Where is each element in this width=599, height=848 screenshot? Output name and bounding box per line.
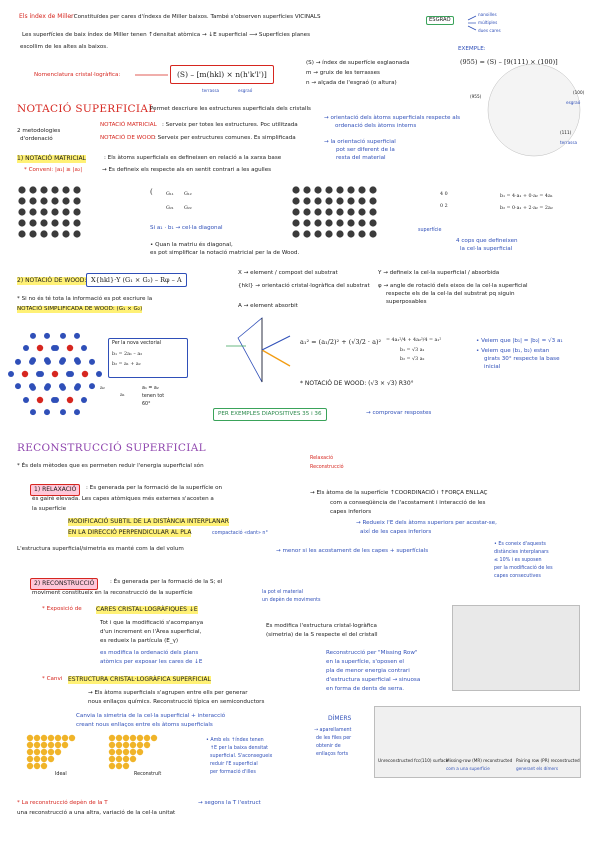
wood-eq-r3: b₂ = √3 a₂ — [400, 357, 425, 362]
relax-note-5: capes consecutives — [494, 574, 541, 579]
relax-desc-1: : Es generada per la formació de la superfície on — [86, 485, 223, 491]
tot-line-4: es modifica la ordenació dels plans — [100, 650, 199, 656]
canvi-label: * Canvi — [42, 676, 63, 682]
orientation-note-1: → la orientació superficial — [324, 139, 396, 145]
step-atom-reconstructed — [144, 735, 150, 741]
els-atoms-2: nous enllaços químics. Reconstrucció típica en semiconductors — [88, 699, 265, 705]
matrix-g11: G₁₁ — [166, 192, 174, 197]
amb-note-3: superficial. S'aconsegueix — [210, 754, 273, 759]
amb-note-5: per formació d'illes — [210, 770, 256, 775]
missing-row-5: en forma de dents de serra. — [326, 686, 405, 692]
wood-eq-r2: b₁ = √3 a₁ — [400, 348, 425, 353]
wood-eq-left: a₁² = (a₁/2)² + (√3/2 · a)² — [300, 338, 382, 346]
photo-left-caption: Unreconstructed fcc(110) surface — [378, 758, 449, 763]
step-atom-ideal — [48, 735, 54, 741]
step-atom-reconstructed — [137, 749, 143, 755]
hex-box-line-1: Per la nova vectorial — [112, 341, 162, 346]
wood-desc: : Serveix per estructures comunes. Es simplificada — [154, 135, 296, 141]
relax-note-3: ≤ 10% i es suposen — [494, 558, 542, 563]
step-atom-reconstructed — [151, 735, 157, 741]
es-modifica-1: Es modifica l'estructura cristal·logràfica — [266, 623, 377, 629]
missing-row-3: pla de menor energia contrari — [326, 668, 410, 674]
step-atom-ideal — [34, 735, 40, 741]
recon-right-1: la pot el material — [262, 590, 304, 595]
wood-a-label: A → element absorbit — [238, 303, 298, 309]
step-atom-ideal — [69, 735, 75, 741]
legend-line-3: n → alçada de l'esgraó (o altura) — [306, 80, 397, 86]
step-atom-ideal — [41, 749, 47, 755]
eq-b2: b₂ = 0·a₁ + 2·a₂ = 2a₂ — [500, 206, 553, 211]
hex-a1: a₁ — [120, 393, 125, 398]
redueix-note-2: així de les capes inferiors — [360, 529, 432, 535]
cops-note-1: 4 cops que defineixen — [456, 238, 518, 244]
relax-desc-2: és gairé elevada. Les capes atòmiques més externes s'acosten a — [32, 496, 214, 502]
step-atom-ideal — [55, 749, 61, 755]
wood-formula: X{hkl}·Y (G₁ × G₂) – Rφ – A — [86, 273, 187, 287]
canvia-1: Canvia la simetria de la cel·la superficial + interacció — [76, 713, 226, 719]
step-atom-reconstructed — [137, 742, 143, 748]
metodologies-label-2: d'ordenació — [20, 136, 53, 142]
quan-diagonal-2: es pot simplificar la notació matricial per la de Wood. — [150, 250, 300, 256]
wood-result: * NOTACIÓ DE WOOD: (√3 × √3) R30° — [300, 380, 414, 387]
hex-note-3: 60° — [142, 402, 151, 407]
wood-eq-r1: = 4a₁²/4 + 4a₂²/4 = a₁² — [386, 338, 442, 343]
missing-row-1: Reconstrucció per "Missing Row" — [326, 650, 418, 656]
step-atom-ideal — [48, 742, 54, 748]
tot-line-2: d'un increment en l'Àrea superficial, — [100, 629, 202, 635]
comprovar-note: → comprovar respostes — [366, 410, 432, 416]
wood-phi-2: respecte els de la cel·la del substrat pq siguin — [386, 291, 515, 297]
redueix-note-1: → Redueix l'E dels àtoms superiors per acostar-se, — [356, 520, 497, 526]
step-atom-reconstructed — [130, 735, 136, 741]
canvia-2: creant nous enllaços entre els àtoms superficials — [76, 722, 213, 728]
amb-note-2: ↑E per la baixa densitat — [210, 746, 269, 751]
relaxacio-title: 1) RELAXACIÓ — [30, 484, 80, 496]
matricial-label: NOTACIÓ MATRICIAL — [100, 122, 157, 128]
step-atom-reconstructed — [109, 749, 115, 755]
menor-note: → menor si les acostament de les capes + superfícials — [276, 548, 429, 554]
nomenclature-formula: (S) – [m(hkl) × n(h'k'l')] — [170, 65, 274, 84]
conveni-desc: → Es defineix els respecte als en sentit contrari a les agulles — [102, 167, 272, 173]
temperature-note-3: una reconstrucció a una altra, variació de la cel·la unitat — [17, 810, 176, 816]
esgrao-arrow-2: múltiples — [478, 20, 498, 25]
step-atom-reconstructed — [109, 742, 115, 748]
exposicio-label: * Exposició de — [42, 606, 82, 612]
recon-right-2: un depèn de moviments — [262, 598, 321, 603]
exemples-box: PER EXEMPLES DIAPOSITIVES 35 i 36 — [213, 408, 327, 421]
step-atom-reconstructed — [130, 749, 136, 755]
photo-right-note: generant els dímers — [516, 766, 559, 771]
example-111-label: (111) — [560, 130, 572, 135]
cares-cristal: CARES CRISTAL·LOGRÀFIQUES ↓E — [96, 606, 198, 613]
ideal-label: Ideal — [55, 772, 67, 777]
wood-title: 2) NOTACIÓ DE WOOD: — [17, 277, 87, 284]
step-atom-reconstructed — [144, 742, 150, 748]
wood-hkl-label: {hkl} → orientació cristal·logràfica del substrat — [238, 283, 370, 289]
example-esgrao-label: esgraó — [566, 100, 581, 105]
wood-phi-3: superposables — [386, 299, 427, 305]
step-atom-ideal — [41, 763, 47, 769]
wood-y-label: Y → defineix la cel·la superficial / absorbida — [378, 270, 500, 276]
matrix-g22: G₂₂ — [184, 206, 192, 211]
vec-note-2: • Veiem que (b₁, b₂) estan — [476, 348, 550, 354]
missing-row-4: d'estructura superficial → sinuosa — [326, 677, 421, 683]
vec-note-1: • Veiem que |b₁| = |b₂| = √3 a₁ — [476, 338, 563, 344]
es-modifica-2: (simetria) de la S respecte el del cristall — [266, 632, 378, 638]
example-formula: (955) = (S) – [9(111) × (100)] — [460, 58, 558, 66]
modificacio-line-1: MODIFICACIÓ SUBTIL DE LA DISTÀNCIA INTERPLANAR — [68, 518, 229, 525]
step-atom-ideal — [41, 756, 47, 762]
cops-note-2: la cel·la superficial — [460, 246, 513, 252]
relax-note-1: • Es coneix d'aquests — [494, 542, 546, 547]
intro-relaxacio: Relaxació — [310, 456, 334, 461]
step-atom-reconstructed — [123, 749, 129, 755]
relax-note-2: distàncies interplanars — [494, 550, 549, 555]
step-atom-ideal — [62, 742, 68, 748]
matricial-desc-text: : Els àtoms superficials es defineixen en relació a la xarxa base — [104, 155, 282, 161]
step-atom-reconstructed — [109, 763, 115, 769]
reconstruccio-subtitle: 2) RECONSTRUCCIÓ — [30, 578, 98, 590]
step-atom-reconstructed — [116, 742, 122, 748]
step-atom-ideal — [27, 735, 33, 741]
step-atom-reconstructed — [116, 756, 122, 762]
step-atom-reconstructed — [130, 756, 136, 762]
quan-diagonal-1: • Quan la matriu és diagonal, — [150, 242, 233, 248]
step-atom-ideal — [27, 763, 33, 769]
step-atom-ideal — [55, 742, 61, 748]
els-atoms-1: → Els àtoms superficials s'agrupen entre ells per generar — [88, 690, 248, 696]
conveni-label: * Conveni: |a₁| ≥ |a₂| — [24, 167, 83, 173]
recon-desc-2: moviment constitueix en la reconstrucció de la superfície — [32, 590, 193, 596]
tot-line-1: Tot i que la modificació s'acompanya — [100, 620, 204, 626]
matrix2-row-2: 0 2 — [440, 204, 448, 209]
step-atom-ideal — [48, 756, 54, 762]
example-955-label: (955) — [470, 94, 482, 99]
relax-note-4: per la modificació de les — [494, 566, 553, 571]
recon-desc-1: : És generada per la formació de la S; el — [110, 579, 223, 585]
matrix-g12: G₁₂ — [184, 192, 192, 197]
metodologies-label-1: 2 metodologies — [17, 128, 61, 134]
step-atom-reconstructed — [109, 735, 115, 741]
tot-line-3: es redueix la partícula (E_γ) — [100, 638, 179, 644]
nomenclature-label: Nomenclatura cristal·logràfica: — [34, 72, 121, 78]
step-atom-reconstructed — [116, 763, 122, 769]
step-atom-reconstructed — [123, 756, 129, 762]
reconstruccio-title: RECONSTRUCCIÓ SUPERFICIAL — [17, 442, 206, 454]
orientation-note-2: pot ser diferent de la — [336, 147, 395, 153]
notacio-title: NOTACIÓ SUPERFICIAL — [17, 103, 156, 115]
photo-right-caption: Pairing row (PR) reconstructed — [516, 758, 580, 763]
step-atom-ideal — [34, 763, 40, 769]
eq-b1: b₁ = 4·a₁ + 0·a₂ = 4a₁ — [500, 194, 553, 199]
matricial-title: 1) NOTACIÓ MATRICIAL — [17, 155, 86, 162]
hex-note-2: tenen tot — [142, 394, 165, 399]
estructura-volum: L'estructura superficial/simetria es manté com la del volum — [17, 546, 184, 552]
wood-x-label: X → element / compost del substrat — [238, 270, 338, 276]
dimers-desc-1: → aparellament — [314, 728, 352, 733]
example-100-label: (100) — [573, 90, 585, 95]
compactacio-note: compactació «dant» n° — [212, 531, 268, 536]
esgrao-label: ESGRAÓ — [426, 16, 454, 25]
hex-box-line-3: b₂ = a₁ + a₂ — [112, 362, 141, 367]
step-atom-ideal — [27, 742, 33, 748]
orientation-note-3: resta del material — [336, 155, 386, 161]
tot-line-5: atòmics per exposar les cares de ↓E — [100, 659, 203, 665]
wood-simplified-2: NOTACIÓ SIMPLIFICADA DE WOOD: (G₁ × G₂) — [17, 306, 143, 312]
wood-phi-1: φ → angle de rotació dels eixos de la cel·la superficial — [378, 283, 528, 289]
step-atom-ideal — [27, 749, 33, 755]
step-atom-reconstructed — [123, 742, 129, 748]
matrix-g21: G₂₁ — [166, 206, 174, 211]
vec-note-3: girats 30° respecte la base — [484, 356, 560, 362]
hex-a2: a₂ — [100, 386, 105, 391]
relax-desc-3: la superfície — [32, 506, 67, 512]
matrix-brace-left: ( — [150, 188, 153, 196]
step-atom-reconstructed — [109, 756, 115, 762]
wood-label: NOTACIÓ DE WOOD — [100, 135, 156, 141]
step-atom-reconstructed — [137, 735, 143, 741]
step-atom-reconstructed — [130, 742, 136, 748]
missing-row-2: en la superfície, s'oposen el — [326, 659, 404, 665]
step-atom-reconstructed — [116, 735, 122, 741]
step-atom-ideal — [41, 742, 47, 748]
wood-simplified-1: * Si no és té tota la informació es pot escriure la — [17, 296, 153, 302]
dimers-desc-2: de les files per — [316, 736, 352, 741]
notacio-arrow-text-1: Permet descriure les estructures superficials dels cristalls — [150, 106, 311, 112]
dimers-desc-3: obtenir de — [316, 744, 341, 749]
superficie-label: superfície — [418, 228, 442, 233]
hex-box-line-2: b₁ = 2a₁ – a₂ — [112, 352, 143, 357]
notacio-arrow-text-3: ordenació dels àtoms interns — [335, 123, 417, 129]
esgrao-arrow-1: nanoilles — [478, 12, 497, 17]
relax-right-3: capes inferiors — [330, 509, 372, 515]
step-atom-ideal — [27, 756, 33, 762]
example-label: EXEMPLE: — [458, 46, 486, 52]
amb-note-1: • Amb els ↑índex tenen — [206, 738, 264, 743]
temperature-note-2: → segons la T l'estruct — [198, 800, 261, 806]
dimers-label: DÍMERS — [328, 715, 352, 722]
vec-note-4: inicial — [484, 364, 501, 370]
step-atom-ideal — [34, 749, 40, 755]
amb-note-4: reduir l'E superficial — [210, 762, 258, 767]
relax-right-2: com a conseqüència de l'acostament i interacció de les — [330, 500, 486, 506]
legend-line-2: m → gruix de les terrasses — [306, 70, 380, 76]
estructura-cristal: ESTRUCTURA CRISTAL·LOGRÀFICA SUPERFICIAL — [68, 676, 211, 683]
notacio-arrow-text-2: → orientació dels àtoms superficials respecte als — [324, 115, 461, 121]
step-atom-ideal — [34, 756, 40, 762]
miller-desc-3: escollim de les altes als baixos. — [20, 44, 108, 50]
intro-reconstruccio: Reconstrucció — [310, 465, 344, 470]
modificacio-line-2: EN LA DIRECCIÓ PERPENDICULAR AL PLA — [68, 529, 192, 536]
reconstruit-label: Reconstruït — [134, 772, 162, 777]
miller-desc-1: : Constituïdes per cares d'índexs de Miller baixos. També s'observen superfícies VICINALS — [70, 14, 321, 20]
step-atom-ideal — [55, 735, 61, 741]
step-atom-ideal — [48, 749, 54, 755]
example-terrassa-label: terrassa — [560, 140, 578, 145]
formula-esgrao: esgraó — [238, 88, 253, 93]
formula-terrassa: terrassa — [202, 88, 220, 93]
photo-mid-caption: Missing-row (MR) reconstructed — [446, 758, 513, 763]
step-atom-reconstructed — [123, 735, 129, 741]
si-cela-diagonal: Si a₁ · b₁ → cel·la diagonal — [150, 225, 223, 231]
step-atom-ideal — [41, 735, 47, 741]
miller-desc-2: Les superfícies de baix índex de Miller tenen ↑densitat atòmica → ↓E superficial ⟶ Superfícies planes — [22, 32, 311, 38]
miller-title: Els índex de Miller — [19, 13, 74, 20]
temperature-note-1: * La reconstrucció depèn de la T — [17, 800, 108, 806]
relax-right-1: → Els àtoms de la superfície ↑COORDINACIÓ i ↑FORÇA ENLLAÇ — [310, 490, 488, 496]
photo-mid-note: com a una superfície — [446, 766, 490, 771]
step-atom-ideal — [34, 742, 40, 748]
dimers-desc-4: enllaços forts — [316, 752, 349, 757]
matrix2-row-1: 4 0 — [440, 192, 448, 197]
step-atom-reconstructed — [123, 763, 129, 769]
hex-note-1: a₁ = a₂ — [142, 386, 159, 391]
esgrao-arrow-3: dues cares — [478, 28, 501, 33]
reconstruccio-intro: * És dels mètodes que es permeten reduir l'energia superficial són — [17, 463, 204, 469]
step-atom-reconstructed — [116, 749, 122, 755]
step-atom-ideal — [62, 735, 68, 741]
matricial-desc: : Serveix per totes les estructures. Poc utilitzada — [162, 122, 298, 128]
legend-line-1: (S) → índex de superfície esglaonada — [306, 60, 410, 66]
